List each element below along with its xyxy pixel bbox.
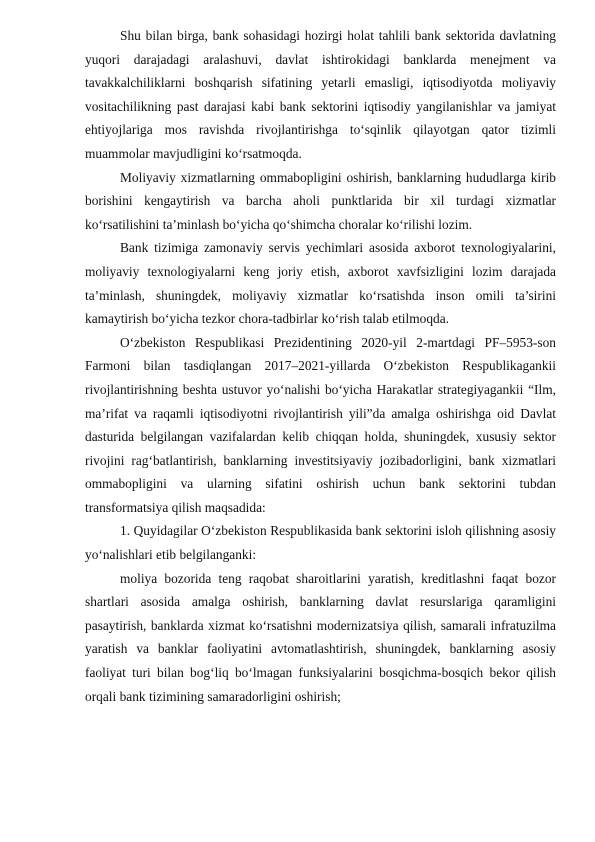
paragraph-it-security: Bank tizimiga zamonaviy servis yechimlari asosida axborot texnologiyalarini, moliyaviy texnologiyalarni keng joriy etish, axborot xavfsizligini lozim darajada taʼminlash, shuningdek, moliyaviy xizmatlar koʻrsatishda inson omili ta’sirini kamaytirish boʻyicha tezkor chora-tadbirlar koʻrish talab etilmoqda. bbox=[85, 240, 556, 327]
paragraph-reform-direction-competition: moliya bozorida teng raqobat sharoitlarini yaratish, kreditlashni faqat bozor shartlari asosida amalga oshirish, banklarning davlat resurslariga qaramligini pasaytirish, banklarda xizmat koʻrsatishni modernizatsiya qilish, samarali infratuzilma yaratish va banklar faoliyatini avtomatlashtirish, shuningdek, banklarning asosiy faoliyat turi bilan bogʻliq boʻlmagan funksiyalarini bosqichma-bosqich bekor qilish orqali bank tizimining samaradorligini oshirish; bbox=[85, 570, 556, 704]
paragraph-reform-directions-heading: 1. Quyidagilar Oʻzbekiston Respublikasida bank sektorini isloh qilishning asosiy yoʻnalishlari etib belgilanganki: bbox=[85, 523, 556, 563]
paragraph-banking-problems: Shu bilan birga, bank sohasidagi hozirgi holat tahlili bank sektorida davlatning yuqori darajadagi aralashuvi, davlat ishtirokidagi banklarda menejment va tavakkalchiliklarni boshqarish sifatining yetarli emasligi, iqtisodiyotda moliyaviy vositachilikning past darajasi kabi bank sektorini iqtisodiy yangilanishlar va jamiyat ehtiyojlariga mos ravishda rivojlantirishga toʻsqinlik qilayotgan qator tizimli muammolar mavjudligini koʻrsatmoqda. bbox=[85, 28, 556, 161]
paragraph-presidential-decree: Oʻzbekiston Respublikasi Prezidentining 2020-yil 2-martdagi PF–5953-son Farmoni bilan tasdiqlangan 2017–2021-yillarda Oʻzbekiston Respublikagankii rivojlantirishning beshta ustuvor yoʻnalishi boʻyicha Harakatlar strategiyagankii “Ilm, maʼrifat va raqamli iqtisodiyotni rivojlantirish yili”da amalga oshirishga oid Davlat dasturida belgilangan vazifalardan kelib chiqqan holda, shuningdek, xususiy sektor rivojini ragʻbatlantirish, banklarning investitsiyaviy jozibadorligini, bank xizmatlari ommabopligini va ularning sifatini oshirish uchun bank sektorini tubdan transformatsiya qilish maqsadida: bbox=[85, 334, 556, 515]
document-body bbox=[85, 24, 556, 708]
paragraph-financial-services-access: Moliyaviy xizmatlarning ommabopligini oshirish, banklarning hududlarga kirib borishini kengaytirish va barcha aholi punktlarida bir xil turdagi xizmatlar koʻrsatilishini taʼminlash boʻyicha qoʻshimcha choralar koʻrilishi lozim. bbox=[85, 169, 556, 232]
